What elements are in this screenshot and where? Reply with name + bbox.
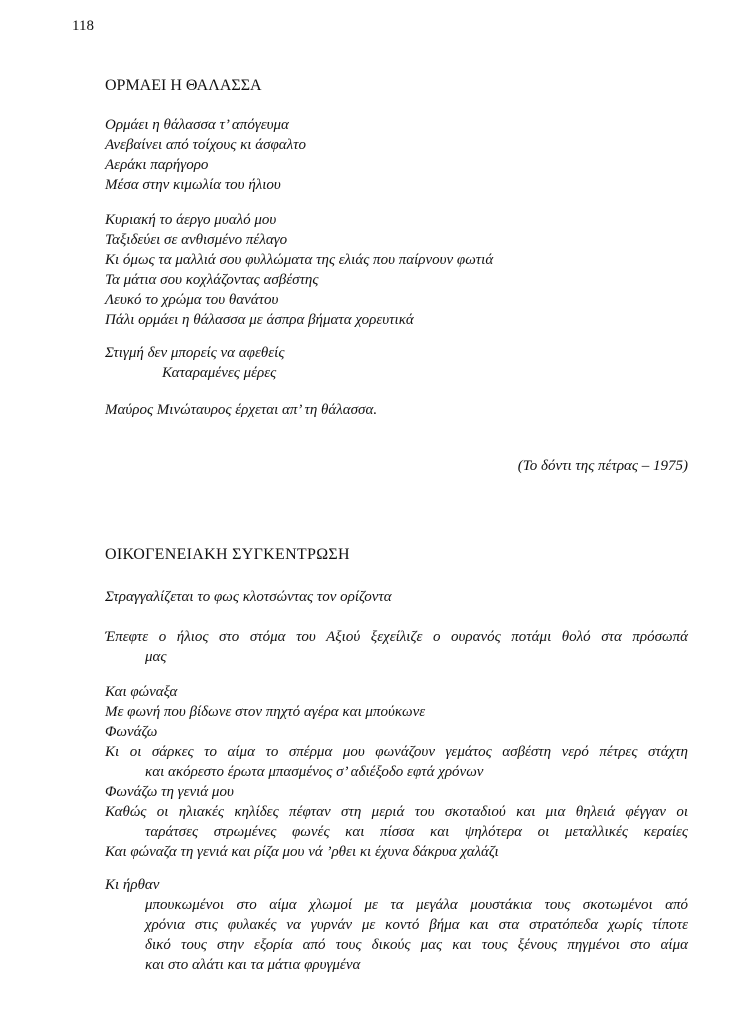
verse-line: Έπεφτε ο ήλιος στο στόμα του Αξιού ξεχείλιζε ο ουρανός ποτάμι θολό στα πρόσωπά [105,629,688,645]
verse-line: και ακόρεστο έρωτα μπασμένος σ’ αδιέξοδο εφτά χρόνων [145,764,484,780]
verse-line: ταράτσες στρωμένες φωνές και πίσσα και ψηλότερα οι μεταλλικές κεραίες [145,824,688,840]
verse-line: Ταξιδεύει σε ανθισμένο πέλαγο [105,232,288,248]
page-number: 118 [72,18,94,34]
verse-line: Μαύρος Μινώταυρος έρχεται απ’ τη θάλασσα. [105,402,378,418]
verse-line: Καταραμένες μέρες [162,365,277,381]
verse-line: Καθώς οι ηλιακές κηλίδες πέφταν στη μεριά του σκοταδιού και μια θηλειά φέγγαν οι [105,804,688,820]
verse-line: Και φώναξα [105,684,178,700]
stanza [105,400,688,420]
poem-title: ΟΙΚΟΓΕΝΕΙΑΚΗ ΣΥΓΚΕΝΤΡΩΣΗ [105,546,350,563]
verse-line: Μέσα στην κιμωλία του ήλιου [105,177,281,193]
verse-line: και στο αλάτι και τα μάτια φρυγμένα [145,957,361,973]
stanza [105,627,688,667]
verse-line: Με φωνή που βίδωνε στον πηχτό αγέρα και μπούκωνε [105,704,426,720]
verse-line: Πάλι ορμάει η θάλασσα με άσπρα βήματα χορευτικά [105,312,414,328]
stanza [105,682,688,862]
stanza [105,343,688,383]
verse-line: Αεράκι παρήγορο [105,157,209,173]
verse-line: χρόνια στις φυλακές να γυρνάν με κοντό βήμα και στα στρατόπεδα χωρίς τίποτε [145,917,688,933]
verse-line: Και φώναζα τη γενιά και ρίζα μου νά ’ρθει κι έχυνα δάκρυα χαλάζι [105,844,499,860]
stanza [105,587,688,607]
verse-line: Στραγγαλίζεται το φως κλοτσώντας τον ορίζοντα [105,589,392,605]
verse-line: Κι ήρθαν [105,877,160,893]
verse-line: δικό τους στην εξορία από τους δικούς μας και τους ξένους πηγμένοι στο αίμα [145,937,688,953]
source-citation: (Το δόντι της πέτρας – 1975) [517,458,688,474]
verse-line: Φωνάζω τη γενιά μου [105,784,234,800]
poem-title: ΟΡΜΑΕΙ Η ΘΑΛΑΣΣΑ [105,77,262,94]
verse-line: μας [145,649,167,665]
verse-line: Ανεβαίνει από τοίχους κι άσφαλτο [105,137,307,153]
stanza [105,210,688,330]
verse-line: Κι όμως τα μαλλιά σου φυλλώματα της ελιάς που παίρνουν φωτιά [105,252,494,268]
verse-line: Ορμάει η θάλασσα τ’ απόγευμα [105,117,289,133]
verse-line: Στιγμή δεν μπορείς να αφεθείς [105,345,285,361]
stanza [105,115,688,195]
verse-line: Κυριακή το άεργο μυαλό μου [105,212,277,228]
verse-line: μπουκωμένοι στο αίμα χλωμοί με τα μεγάλα μουστάκια τους σκοτωμένοι από [145,897,688,913]
stanza [105,875,688,975]
verse-line: Κι οι σάρκες το αίμα το σπέρμα μου φωνάζουν γεμάτος ασβέστη νερό πέτρες στάχτη [105,744,688,760]
verse-line: Τα μάτια σου κοχλάζοντας ασβέστης [105,272,319,288]
verse-line: Λευκό το χρώμα του θανάτου [105,292,279,308]
verse-line: Φωνάζω [105,724,158,740]
